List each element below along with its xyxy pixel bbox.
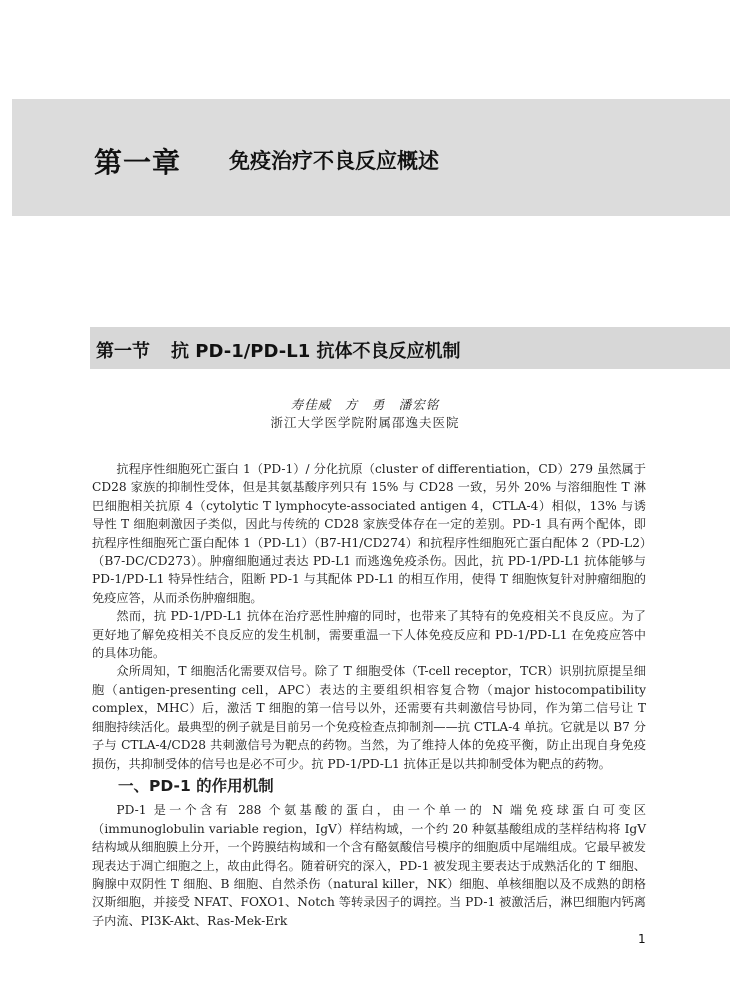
body-text: [92, 460, 646, 930]
section-number: 第一节: [96, 341, 150, 362]
section-title: 抗 PD-1/PD-L1 抗体不良反应机制: [171, 341, 461, 362]
affiliation: 浙江大学医学院附属邵逸夫医院: [270, 415, 460, 430]
subheading: 一、PD-1 的作用机制: [118, 776, 274, 795]
chapter-number: 第一章: [94, 146, 182, 179]
paragraph: PD-1 是一个含有 288 个氨基酸的蛋白，由一个单一的 N 端免疫球蛋白可变区（immunoglobulin variable region，IgV）样结构域，一个约 20 种氨基酸组成的茎样结构将 IgV 结构域从细胞膜上分开，一个跨膜结构域和一个含有酪氨酸信号模序的细胞质中尾端组成。它最早被发现表达于凋亡细胞之上，故由此得名。随着研究的深入，PD-1 被发现主要表达于成熟活化的 T 细胞、胸腺中双阴性 T 细胞、B 细胞、自然杀伤（natural killer，NK）细胞、单核细胞以及不成熟的朗格汉斯细胞，并接受 NFAT、FOXO1、Notch 等转录因子的调控。当 PD-1 被激活后，淋巴细胞内钙离子内流、PI3K-Akt、Ras-Mek-Erk: [92, 803, 646, 928]
authors: 寿佳威 方 勇 潘宏铭: [290, 397, 440, 412]
chapter-title: 免疫治疗不良反应概述: [229, 149, 439, 173]
paragraph: 抗程序性细胞死亡蛋白 1（PD-1）/ 分化抗原（cluster of differentiation，CD）279 虽然属于 CD28 家族的抑制性受体，但是其氨基酸序列只有 15% 与 CD28 一致，另外 20% 与溶细胞性 T 淋巴细胞相关抗原 4（cytolytic T lymphocyte-associated antigen 4，CTLA-4）相似，13% 与诱导性 T 细胞刺激因子类似，因此与传统的 CD28 家族受体存在一定的差别。PD-1 具有两个配体，即抗程序性细胞死亡蛋白配体 1（PD-L1）（B7-H1/CD274）和抗程序性细胞死亡蛋白配体 2（PD-L2）（B7-DC/CD273）。肿瘤细胞通过表达 PD-L1 而逃逸免疫杀伤。因此，抗 PD-1/PD-L1 抗体能够与 PD-1/PD-L1 特异性结合，阻断 PD-1 与其配体 PD-L1 的相互作用，使得 T 细胞恢复针对肿瘤细胞的免疫应答，从而杀伤肿瘤细胞。: [92, 462, 646, 605]
paragraph: 众所周知，T 细胞活化需要双信号。除了 T 细胞受体（T-cell receptor，TCR）识别抗原提呈细胞（antigen-presenting cell，APC）表达的主要组织相容复合物（major histocompatibility complex，MHC）后，激活 T 细胞的第一信号以外，还需要有共刺激信号协同，作为第二信号让 T 细胞持续活化。最典型的例子就是目前另一个免疫检查点抑制剂——抗 CTLA-4 单抗。它就是以 B7 分子与 CTLA-4/CD28 共刺激信号为靶点的药物。当然，为了维持人体的免疫平衡，防止出现自身免疫损伤，共抑制受体的信号也是必不可少。抗 PD-1/PD-L1 抗体正是以共抑制受体为靶点的药物。: [92, 664, 646, 771]
paragraph: 然而，抗 PD-1/PD-L1 抗体在治疗恶性肿瘤的同时，也带来了其特有的免疫相关不良反应。为了更好地了解免疫相关不良反应的发生机制，需要重温一下人体免疫反应和 PD-1/PD-L1 在免疫应答中的具体功能。: [92, 609, 646, 661]
page-number: 1: [638, 932, 646, 946]
